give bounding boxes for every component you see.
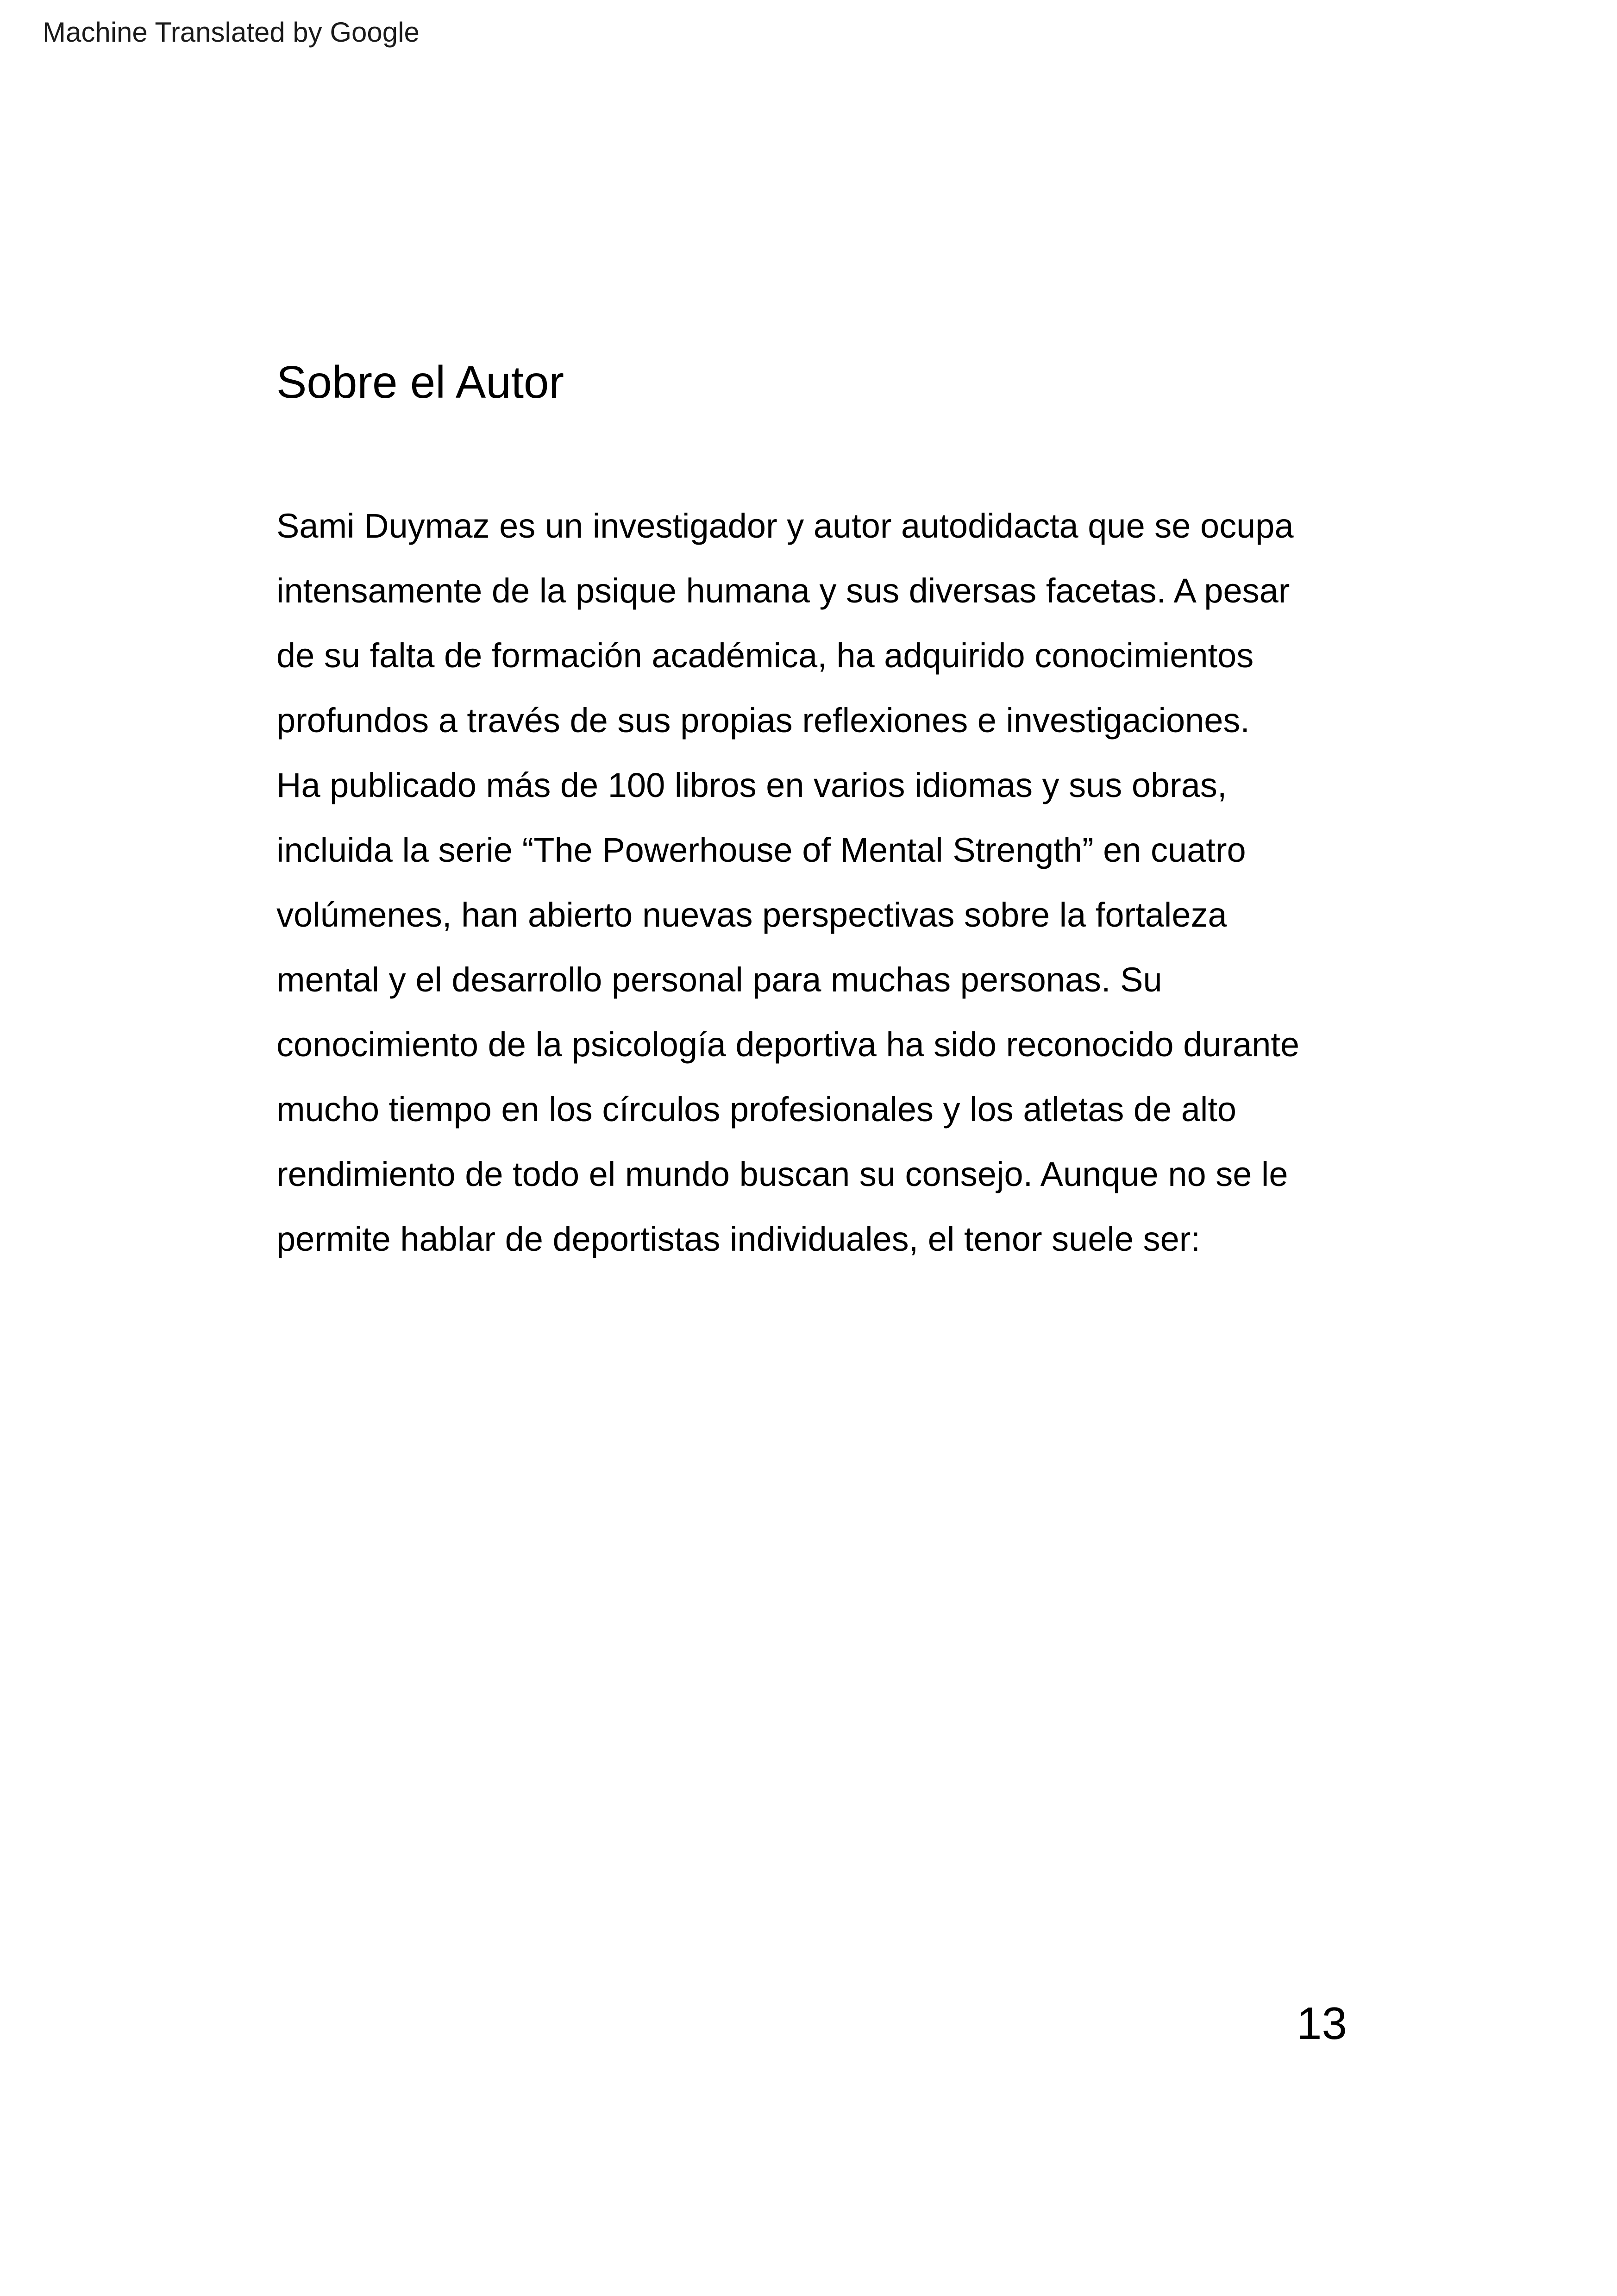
body-line: mental y el desarrollo personal para muchas personas. Su xyxy=(276,960,1162,999)
body-line: volúmenes, han abierto nuevas perspectivas sobre la fortaleza xyxy=(276,896,1227,934)
body-line: intensamente de la psique humana y sus diversas facetas. A pesar xyxy=(276,571,1290,610)
page-title: Sobre el Autor xyxy=(276,357,564,408)
body-line: de su falta de formación académica, ha adquirido conocimientos xyxy=(276,636,1254,675)
body-line: incluida la serie “The Powerhouse of Mental Strength” en cuatro xyxy=(276,831,1246,869)
body-line: rendimiento de todo el mundo buscan su consejo. Aunque no se le xyxy=(276,1155,1288,1193)
body-line: Ha publicado más de 100 libros en varios idiomas y sus obras, xyxy=(276,766,1227,804)
page-number: 13 xyxy=(1297,1998,1348,2049)
body-line: conocimiento de la psicología deportiva ha sido reconocido durante xyxy=(276,1025,1300,1064)
body-line: Sami Duymaz es un investigador y autor autodidacta que se ocupa xyxy=(276,507,1294,545)
body-line: profundos a través de sus propias reflexiones e investigaciones. xyxy=(276,701,1250,740)
machine-translation-banner: Machine Translated by Google xyxy=(43,17,420,48)
body-paragraph xyxy=(276,494,1388,1272)
body-line: permite hablar de deportistas individuales, el tenor suele ser: xyxy=(276,1220,1201,1258)
body-line: mucho tiempo en los círculos profesionales y los atletas de alto xyxy=(276,1090,1237,1129)
